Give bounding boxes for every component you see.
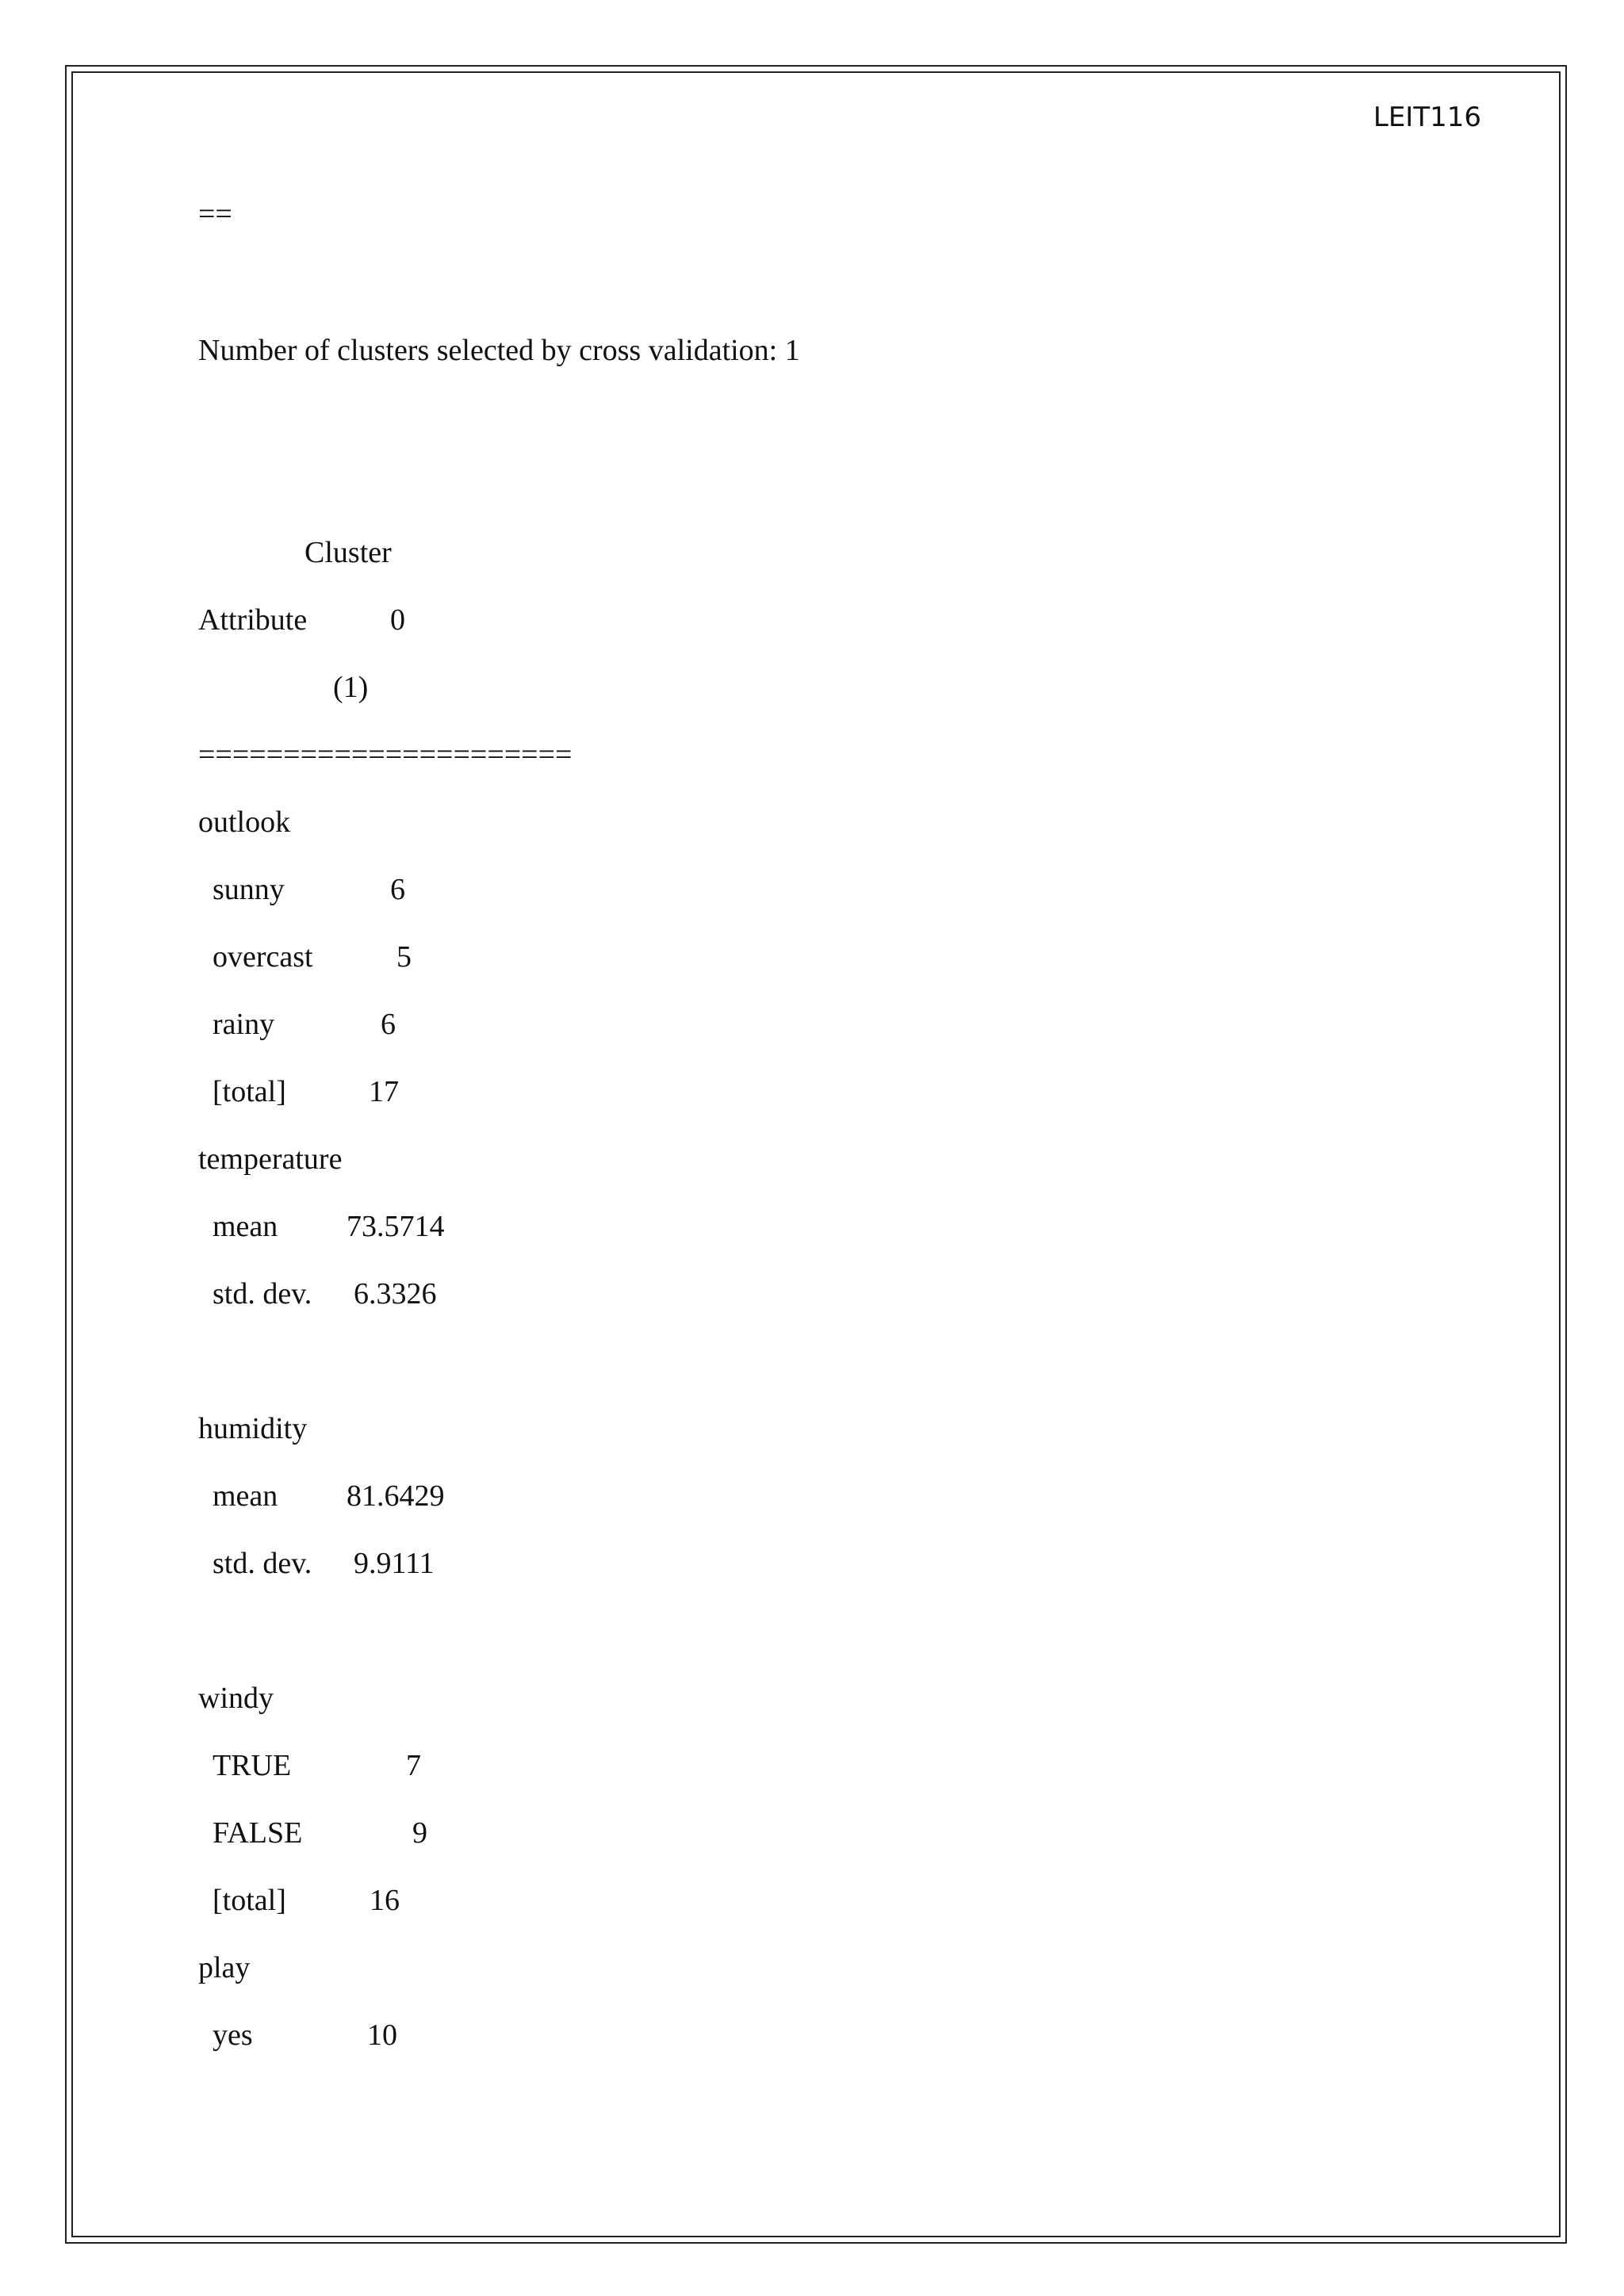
attribute-temperature: temperature	[198, 1142, 343, 1176]
cluster-size: (1)	[333, 671, 369, 704]
row-value: 6	[381, 1008, 396, 1041]
row-label: TRUE	[213, 1749, 292, 1782]
row-label: rainy	[213, 1008, 275, 1041]
row-label: FALSE	[213, 1816, 303, 1850]
attribute-play: play	[198, 1951, 251, 1984]
attribute-outlook: outlook	[198, 806, 291, 839]
row-label: std. dev.	[213, 1547, 312, 1580]
row-value: 6.3326	[354, 1277, 437, 1311]
row-label: overcast	[213, 940, 313, 974]
row-value: 17	[369, 1075, 399, 1108]
attribute-humidity: humidity	[198, 1412, 308, 1445]
row-value: 16	[370, 1884, 400, 1917]
document-code: LEIT116	[1373, 101, 1481, 133]
row-value: 9	[412, 1816, 427, 1850]
row-value: 10	[367, 2019, 397, 2052]
row-value: 81.6429	[347, 1479, 445, 1513]
row-label: [total]	[213, 1884, 286, 1917]
row-value: 5	[396, 940, 412, 974]
row-label: mean	[213, 1479, 278, 1513]
row-value: 7	[406, 1749, 421, 1782]
separator-short: ==	[198, 197, 232, 231]
row-value: 6	[390, 873, 405, 906]
attribute-column-header: Attribute	[198, 603, 308, 637]
row-label: std. dev.	[213, 1277, 312, 1311]
clusters-selected-line: Number of clusters selected by cross validation: 1	[198, 334, 800, 367]
cluster-id: 0	[390, 603, 405, 637]
attribute-windy: windy	[198, 1682, 274, 1715]
row-value: 73.5714	[347, 1210, 445, 1243]
row-label: [total]	[213, 1075, 286, 1108]
cluster-column-header: Cluster	[304, 536, 392, 569]
separator-long: ======================	[198, 738, 573, 771]
row-label: mean	[213, 1210, 278, 1243]
row-label: yes	[213, 2019, 253, 2052]
row-label: sunny	[213, 873, 285, 906]
row-value: 9.9111	[354, 1547, 435, 1580]
